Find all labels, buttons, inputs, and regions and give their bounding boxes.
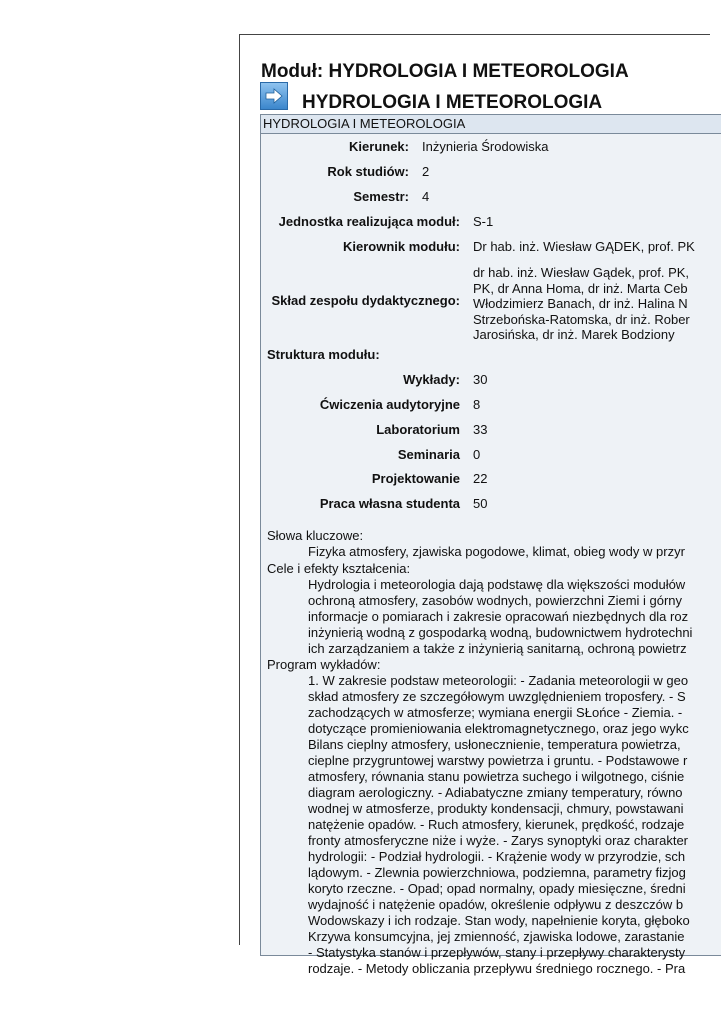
goals-line: inżynierią wodną z gospodarką wodną, budownictwem hydrotechni bbox=[308, 625, 693, 640]
field-value-kierownik: Dr hab. inż. Wiesław GĄDEK, prof. PK bbox=[473, 239, 695, 254]
structure-label: Wykłady: bbox=[403, 372, 460, 387]
module-page-frame bbox=[239, 34, 710, 976]
structure-label: Ćwiczenia audytoryjne bbox=[319, 397, 460, 412]
program-line: zachodzących w atmosferze; wymiana energii SŁońce - Ziemia. - bbox=[308, 705, 683, 720]
structure-title: Struktura modułu: bbox=[267, 347, 380, 362]
field-label-rok: Rok studiów: bbox=[327, 164, 409, 179]
goals-text bbox=[308, 577, 692, 657]
arrow-right-icon bbox=[265, 89, 283, 103]
program-line: 1. W zakresie podstaw meteorologii: - Zadania meteorologii w geo bbox=[308, 673, 689, 688]
program-line: natężenie opadów. - Ruch atmosfery, kierunek, prędkość, rodzaje bbox=[308, 817, 685, 832]
field-value-rok: 2 bbox=[422, 164, 430, 179]
arrow-right-button[interactable] bbox=[260, 82, 288, 110]
structure-value: 0 bbox=[473, 447, 481, 462]
structure-label: Projektowanie bbox=[371, 471, 460, 486]
structure-label: Laboratorium bbox=[376, 422, 460, 437]
program-line: fronty atmosferyczne niże i wyże. - Zarys synoptyki oraz charakter bbox=[308, 833, 689, 848]
goals-line: Hydrologia i meteorologia dają podstawę dla większości modułów bbox=[308, 577, 686, 592]
structure-value: 30 bbox=[473, 372, 488, 387]
structure-value: 22 bbox=[473, 471, 488, 486]
team-line: dr hab. inż. Wiesław Gądek, prof. PK, bbox=[473, 265, 690, 280]
field-label-kierownik: Kierownik modułu: bbox=[343, 239, 460, 254]
keywords-text bbox=[308, 544, 685, 560]
structure-value: 50 bbox=[473, 496, 488, 511]
field-value-kierunek: Inżynieria Środowiska bbox=[422, 139, 549, 154]
keywords-title: Słowa kluczowe: bbox=[267, 528, 364, 543]
keywords-line: Fizyka atmosfery, zjawiska pogodowe, klimat, obieg wody w przyr bbox=[308, 544, 685, 559]
program-line: skład atmosfery ze szczegółowym uwzględnieniem troposfery. - S bbox=[308, 689, 686, 704]
program-line: koryto rzeczne. - Opad; opad normalny, opady miesięczne, średni bbox=[308, 881, 686, 896]
team-line: Jarosińska, dr inż. Marek Bodziony bbox=[473, 327, 675, 342]
program-line: rodzaje. - Metody obliczania przepływu średniego rocznego. - Pra bbox=[308, 961, 686, 976]
program-line: dotyczące promieniowania elektromagnetycznego, oraz jego wykc bbox=[308, 721, 689, 736]
module-heading: HYDROLOGIA I METEOROLOGIA bbox=[302, 92, 603, 113]
field-value-semestr: 4 bbox=[422, 189, 430, 204]
program-line: - Statystyka stanów i przepływów, stany i przepływy charakterysty bbox=[308, 945, 686, 960]
structure-value: 33 bbox=[473, 422, 488, 437]
program-line: lądowym. - Zlewnia powierzchniowa, podziemna, parametry fizjog bbox=[308, 865, 686, 880]
field-value-jednostka: S-1 bbox=[473, 214, 494, 229]
program-title: Program wykładów: bbox=[267, 657, 381, 672]
program-line: hydrologii: - Podział hydrologii. - Krążenie wody w przyrodzie, sch bbox=[308, 849, 686, 864]
panel-header: HYDROLOGIA I METEOROLOGIA bbox=[261, 115, 721, 134]
goals-line: ochroną atmosfery, zasobów wodnych, powierzchni Ziemi i górny bbox=[308, 593, 683, 608]
program-line: Krzywa konsumcyjna, jej zmienność, zjawiska lodowe, zarastanie bbox=[308, 929, 685, 944]
structure-label: Seminaria bbox=[397, 447, 460, 462]
field-label-jednostka: Jednostka realizująca moduł: bbox=[278, 214, 460, 229]
field-label-kierunek: Kierunek: bbox=[349, 139, 409, 154]
program-line: atmosfery, równania stanu powietrza suchego i wilgotnego, ciśnie bbox=[308, 769, 685, 784]
goals-title: Cele i efekty kształcenia: bbox=[267, 561, 411, 576]
program-line: Wodowskazy i ich rodzaje. Stan wody, napełnienie koryta, głęboko bbox=[308, 913, 690, 928]
team-line: PK, dr Anna Homa, dr inż. Marta Ceb bbox=[473, 280, 688, 296]
team-line: Strzebońska-Ratomska, dr inż. Rober bbox=[473, 311, 690, 327]
page-title: Moduł: HYDROLOGIA I METEOROLOGIA bbox=[261, 61, 629, 82]
program-line: cieplne przygruntowej warstwy powietrza i gruntu. - Podstawowe r bbox=[308, 753, 688, 768]
field-value-sklad bbox=[473, 265, 690, 343]
team-line: Włodzimierz Banach, dr inż. Halina N bbox=[473, 296, 688, 311]
field-label-semestr: Semestr: bbox=[353, 189, 409, 204]
goals-line: informacje o pomiarach i zakresie opracowań niezbędnych dla roz bbox=[308, 609, 689, 624]
program-text bbox=[308, 673, 690, 977]
structure-value: 8 bbox=[473, 397, 481, 412]
program-line: Bilans cieplny atmosfery, usłonecznienie, temperatura powietrza, bbox=[308, 737, 681, 752]
program-line: diagram aerologiczny. - Adiabatyczne zmiany temperatury, równo bbox=[308, 785, 683, 800]
module-panel bbox=[260, 114, 721, 976]
program-line: wydajność i natężenie opadów, określenie odpływu z deszczów b bbox=[308, 897, 684, 912]
program-line: wodnej w atmosferze, produkty kondensacji, chmury, powstawani bbox=[308, 801, 684, 816]
structure-label: Praca własna studenta bbox=[319, 496, 460, 511]
field-label-sklad: Skład zespołu dydaktycznego: bbox=[271, 293, 460, 308]
goals-line: ich zarządzaniem a także z inżynierią sanitarną, ochroną powietrz bbox=[308, 641, 687, 656]
